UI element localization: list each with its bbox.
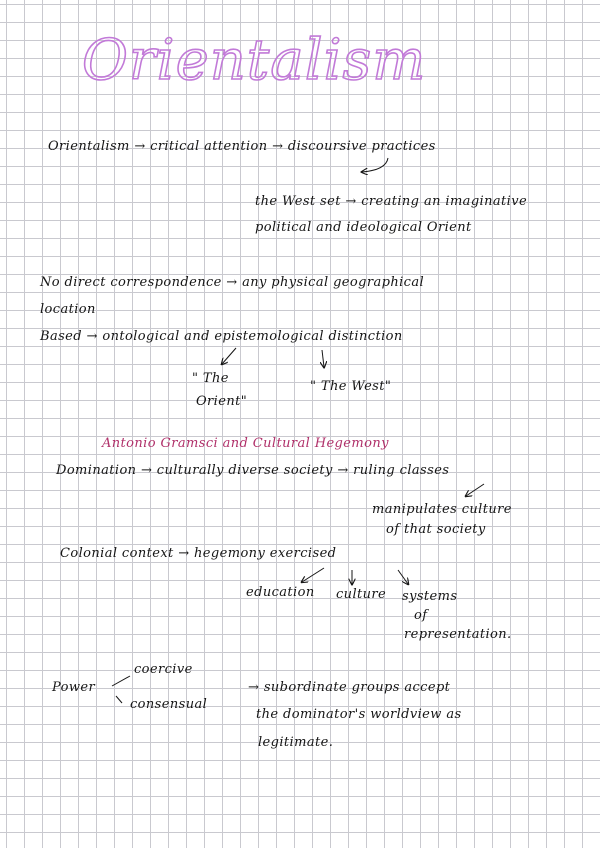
note-power: Power: [52, 680, 96, 695]
arrow-icon: [466, 484, 484, 496]
note-education: education: [246, 585, 315, 600]
note-of: of: [414, 608, 428, 623]
note-line-dominator: the dominator's worldview as: [256, 707, 462, 722]
note-line-manipulates: manipulates culture: [372, 502, 512, 517]
arrow-icon: [322, 350, 324, 367]
arrow-icon: [222, 348, 236, 364]
note-the-orient-2: Orient": [196, 394, 248, 409]
note-line-correspondence: No direct correspondence → any physical geographical: [40, 275, 425, 290]
section-heading: Antonio Gramsci and Cultural Hegemony: [102, 436, 389, 451]
note-line-location: location: [40, 302, 96, 317]
branch-line: [112, 676, 130, 686]
note-consensual: consensual: [130, 697, 208, 712]
page-title: Orientalism: [82, 28, 427, 93]
note-line-based: Based → ontological and epistemological distinction: [40, 329, 403, 344]
note-line-of-society: of that society: [386, 522, 486, 537]
note-the-west: " The West": [310, 379, 392, 394]
note-line-domination: Domination → culturally diverse society → ruling classes: [56, 463, 450, 478]
note-representation: representation.: [404, 627, 512, 642]
note-the-orient-1: " The: [192, 371, 229, 386]
arrow-icon: [302, 568, 324, 582]
arrow-icon: [398, 570, 408, 584]
note-culture: culture: [336, 587, 387, 602]
note-line-west: the West set → creating an imaginative: [255, 194, 528, 209]
note-line-orient: political and ideological Orient: [255, 220, 472, 235]
note-systems: systems: [402, 589, 458, 604]
branch-line: [116, 696, 122, 703]
arrow-icon: [362, 158, 388, 172]
note-coercive: coercive: [134, 662, 193, 677]
note-line-legitimate: legitimate.: [258, 735, 334, 750]
note-line-subordinate: → subordinate groups accept: [248, 680, 451, 695]
note-line-colonial: Colonial context → hegemony exercised: [60, 546, 337, 561]
note-line-orientalism: Orientalism → critical attention → discoursive practices: [48, 139, 436, 154]
